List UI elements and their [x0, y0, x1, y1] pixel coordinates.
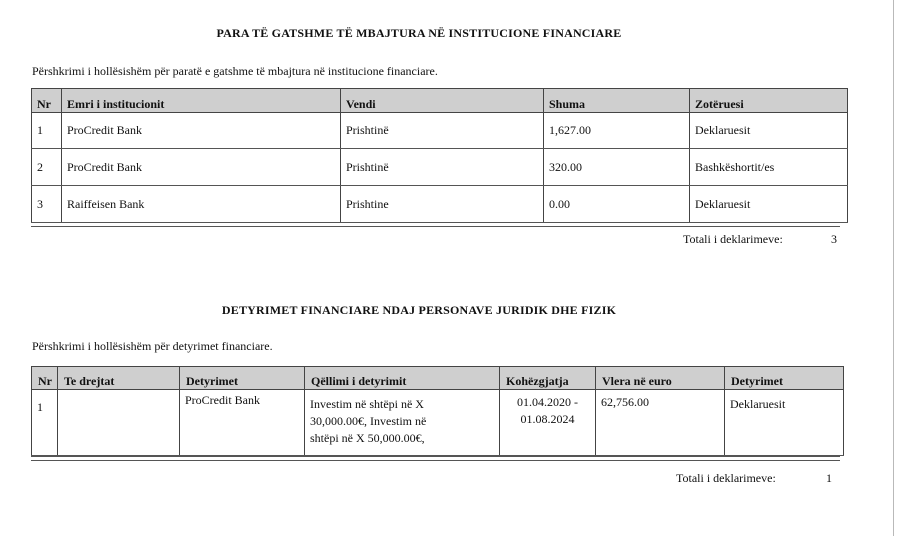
table-header-row	[32, 89, 848, 113]
cell-liability: ProCredit Bank	[180, 390, 305, 456]
cell-rights	[58, 390, 180, 456]
col-header-institution: Emri i institucionit	[62, 89, 341, 113]
cell-nr: 3	[32, 186, 62, 223]
purpose-line: Investim në shtëpi në X	[310, 397, 424, 411]
cell-amount: 0.00	[544, 186, 690, 223]
col-header-nr: Nr	[32, 89, 62, 113]
page-edge-rule	[893, 0, 894, 536]
cell-duration	[500, 390, 596, 456]
total-value: 1	[826, 471, 832, 485]
table-row	[32, 149, 848, 186]
section2-total	[676, 471, 836, 486]
section2-description: Përshkrimi i hollësishëm për detyrimet financiare.	[32, 339, 273, 353]
cell-amount: 320.00	[544, 149, 690, 186]
table-row	[32, 390, 844, 456]
section1-description: Përshkrimi i hollësishëm për paratë e gatshme të mbajtura në institucione financiare.	[32, 64, 438, 78]
cell-institution: ProCredit Bank	[62, 113, 341, 149]
col-header-rights: Te drejtat	[58, 367, 180, 390]
col-header-liabilities-owner: Detyrimet	[725, 367, 844, 390]
total-value: 3	[831, 232, 837, 246]
col-header-value-euro: Vlera në euro	[596, 367, 725, 390]
cell-institution: ProCredit Bank	[62, 149, 341, 186]
section1-total	[683, 232, 843, 247]
cell-nr: 1	[32, 390, 58, 456]
cell-place: Prishtinë	[341, 113, 544, 149]
table-row	[32, 113, 848, 149]
col-header-nr: Nr	[32, 367, 58, 390]
col-header-amount: Shuma	[544, 89, 690, 113]
duration-line: 01.04.2020 -	[517, 395, 578, 409]
col-header-place: Vendi	[341, 89, 544, 113]
col-header-duration: Kohëzgjatja	[500, 367, 596, 390]
cell-owner: Bashkëshortit/es	[690, 149, 848, 186]
cash-holdings-table	[31, 88, 848, 223]
purpose-line: shtëpi në X 50,000.00€,	[310, 431, 425, 445]
col-header-owner: Zotëruesi	[690, 89, 848, 113]
table-footer-rule	[31, 456, 840, 461]
section1-title: PARA TË GATSHME TË MBAJTURA NË INSTITUCIONE FINANCIARE	[216, 26, 622, 40]
duration-line: 01.08.2024	[520, 412, 575, 426]
col-header-liabilities: Detyrimet	[180, 367, 305, 390]
cell-amount: 1,627.00	[544, 113, 690, 149]
total-label: Totali i deklarimeve:	[676, 471, 776, 485]
col-header-purpose: Qëllimi i detyrimit	[305, 367, 500, 390]
table-header-row	[32, 367, 844, 390]
section2-title: DETYRIMET FINANCIARE NDAJ PERSONAVE JURIDIK DHE FIZIK	[221, 303, 617, 317]
purpose-line: 30,000.00€, Investim në	[310, 414, 427, 428]
cell-purpose	[305, 390, 500, 456]
table-row	[32, 186, 848, 223]
table-footer-rule	[31, 222, 840, 227]
cell-owner: Deklaruesit	[690, 186, 848, 223]
cell-owner: Deklaruesit	[725, 390, 844, 456]
cell-place: Prishtinë	[341, 149, 544, 186]
cell-place: Prishtine	[341, 186, 544, 223]
cell-owner: Deklaruesit	[690, 113, 848, 149]
cell-value: 62,756.00	[596, 390, 725, 456]
cell-nr: 2	[32, 149, 62, 186]
cell-nr: 1	[32, 113, 62, 149]
total-label: Totali i deklarimeve:	[683, 232, 783, 246]
cell-institution: Raiffeisen Bank	[62, 186, 341, 223]
liabilities-table	[31, 366, 844, 456]
